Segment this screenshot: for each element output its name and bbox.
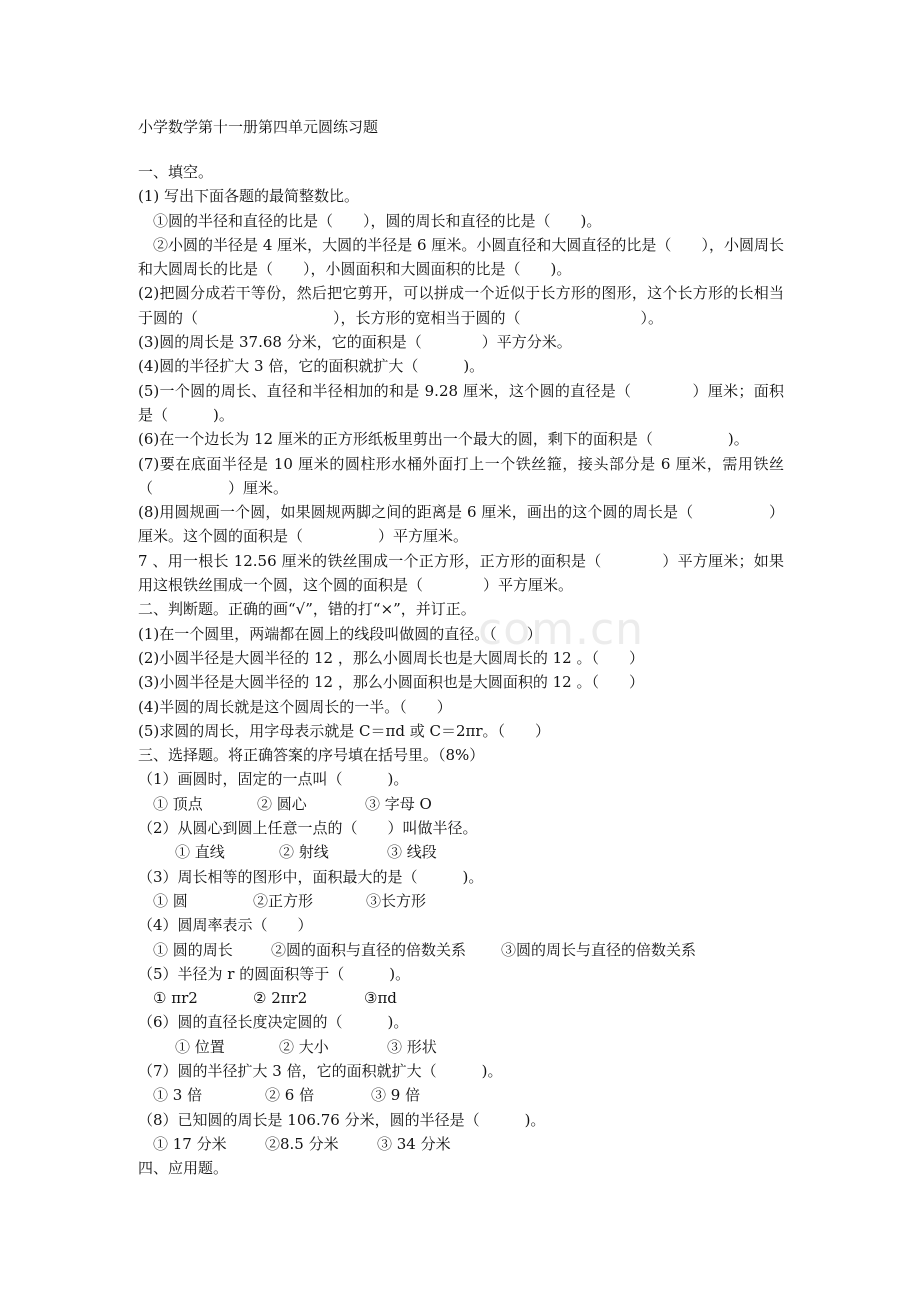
choice-options bbox=[138, 1132, 784, 1156]
question-1-intro: (1) 写出下面各题的最简整数比。 bbox=[138, 187, 360, 206]
choice-question: （6）圆的直径长度决定圆的（ )。 bbox=[138, 1013, 409, 1032]
choice-option: ③ 形状 bbox=[387, 1037, 437, 1056]
question-3: (3)圆的周长是 37.68 分米，它的面积是（ ）平方分米。 bbox=[138, 333, 572, 352]
choice-option: ① 17 分米 bbox=[153, 1134, 227, 1153]
question-9: 7 、用一根长 12.56 厘米的铁丝围成一个正方形，正方形的面积是（ ）平方厘米；如果用这根铁丝围成一个圆，这个圆的面积是（ ）平方厘米。 bbox=[138, 551, 784, 595]
section-3-heading: 三、选择题。将正确答案的序号填在括号里。（8%） bbox=[138, 746, 485, 765]
choice-options bbox=[138, 889, 784, 913]
judge-item: (1)在一个圆里，两端都在圆上的线段叫做圆的直径。（ ） bbox=[138, 624, 542, 643]
choice-option: ① 圆的周长 bbox=[153, 940, 233, 959]
judge-item: (5)求圆的周长，用字母表示就是 C＝πd 或 C＝2πr。（ ） bbox=[138, 721, 551, 740]
choice-option: ③ 34 分米 bbox=[377, 1134, 451, 1153]
document-title: 小学数学第十一册第四单元圆练习题 bbox=[138, 118, 379, 136]
choice-option: ② 大小 bbox=[279, 1037, 329, 1056]
section-1-heading: 一、填空。 bbox=[138, 163, 214, 181]
judge-item: (3)小圆半径是大圆半径的 12 ，那么小圆面积也是大圆面积的 12 。（ ） bbox=[138, 673, 644, 692]
choice-option: ② 射线 bbox=[279, 843, 329, 862]
choice-question: （1）画圆时，固定的一点叫（ )。 bbox=[138, 770, 409, 789]
choice-option: ① πr2 bbox=[153, 989, 198, 1008]
question-4: (4)圆的半径扩大 3 倍，它的面积就扩大（ )。 bbox=[138, 357, 485, 376]
judge-item: (2)小圆半径是大圆半径的 12 ，那么小圆周长也是大圆周长的 12 。（ ） bbox=[138, 648, 644, 667]
choice-option: ③πd bbox=[364, 989, 397, 1008]
choice-options bbox=[138, 1083, 784, 1107]
choice-question: （2）从圆心到圆上任意一点的（ ）叫做半径。 bbox=[138, 819, 478, 838]
choice-option: ③ 9 倍 bbox=[371, 1086, 421, 1105]
choice-option: ②8.5 分米 bbox=[265, 1134, 339, 1153]
document-body bbox=[138, 160, 784, 1180]
choice-option: ③长方形 bbox=[366, 891, 427, 910]
choice-option: ③ 线段 bbox=[387, 843, 437, 862]
judge-item: (4)半圆的周长就是这个圆周长的一半。（ ） bbox=[138, 697, 452, 716]
section-2-heading: 二、判断题。正确的画“√”，错的打“×”，并订正。 bbox=[138, 600, 476, 619]
choice-options bbox=[138, 840, 784, 864]
choice-question: （7）圆的半径扩大 3 倍，它的面积就扩大（ )。 bbox=[138, 1061, 503, 1080]
choice-options bbox=[138, 1035, 784, 1059]
choice-question: （5）半径为 r 的圆面积等于（ )。 bbox=[138, 964, 411, 983]
choice-option: ① 位置 bbox=[175, 1037, 225, 1056]
choice-question: （4）圆周率表示（ ） bbox=[138, 916, 313, 935]
choice-options bbox=[138, 986, 784, 1010]
choice-option: ② 2πr2 bbox=[253, 989, 308, 1008]
choice-option: ③ 字母 O bbox=[365, 794, 432, 813]
choice-option: ② 圆心 bbox=[257, 794, 307, 813]
question-8: (8)用圆规画一个圆，如果圆规两脚之间的距离是 6 厘米，画出的这个圆的周长是（ ）厘米。这个圆的面积是（ ）平方厘米。 bbox=[138, 503, 784, 546]
choice-options bbox=[138, 792, 784, 816]
choice-option: ②圆的面积与直径的倍数关系 bbox=[271, 940, 467, 959]
question-5: (5)一个圆的周长、直径和半径相加的和是 9.28 厘米，这个圆的直径是（ ）厘米；面积是（ )。 bbox=[138, 381, 784, 424]
choice-option: ① 3 倍 bbox=[153, 1086, 203, 1105]
choice-option: ③圆的周长与直径的倍数关系 bbox=[501, 940, 697, 959]
choice-options bbox=[138, 938, 784, 962]
choice-question: （3）周长相等的图形中，面积最大的是（ )。 bbox=[138, 867, 484, 886]
question-6: (6)在一个边长为 12 厘米的正方形纸板里剪出一个最大的圆，剩下的面积是（ )。 bbox=[138, 430, 749, 449]
question-7: (7)要在底面半径是 10 厘米的圆柱形水桶外面打上一个铁丝箍，接头部分是 6 厘米，需用铁丝（ ）厘米。 bbox=[138, 454, 784, 497]
watermark: com.cn bbox=[478, 604, 645, 655]
question-1b: ②小圆的半径是 4 厘米，大圆的半径是 6 厘米。小圆直径和大圆直径的比是（ ），小圆周长和大圆周长的比是（ ），小圆面积和大圆面积的比是（ )。 bbox=[138, 235, 784, 279]
choice-option: ① 直线 bbox=[175, 843, 225, 862]
choice-option: ②正方形 bbox=[253, 891, 314, 910]
question-1a: ①圆的半径和直径的比是（ ），圆的周长和直径的比是（ )。 bbox=[153, 211, 602, 230]
choice-option: ① 圆 bbox=[153, 891, 188, 910]
section-4-heading: 四、应用题。 bbox=[138, 1159, 229, 1178]
choice-question: （8）已知圆的周长是 106.76 分米，圆的半径是（ )。 bbox=[138, 1110, 546, 1129]
question-2: (2)把圆分成若干等份，然后把它剪开，可以拼成一个近似于长方形的图形，这个长方形的长相当于圆的（ ），长方形的宽相当于圆的（ ）。 bbox=[138, 284, 784, 327]
choice-option: ① 顶点 bbox=[153, 794, 203, 813]
choice-option: ② 6 倍 bbox=[265, 1086, 315, 1105]
